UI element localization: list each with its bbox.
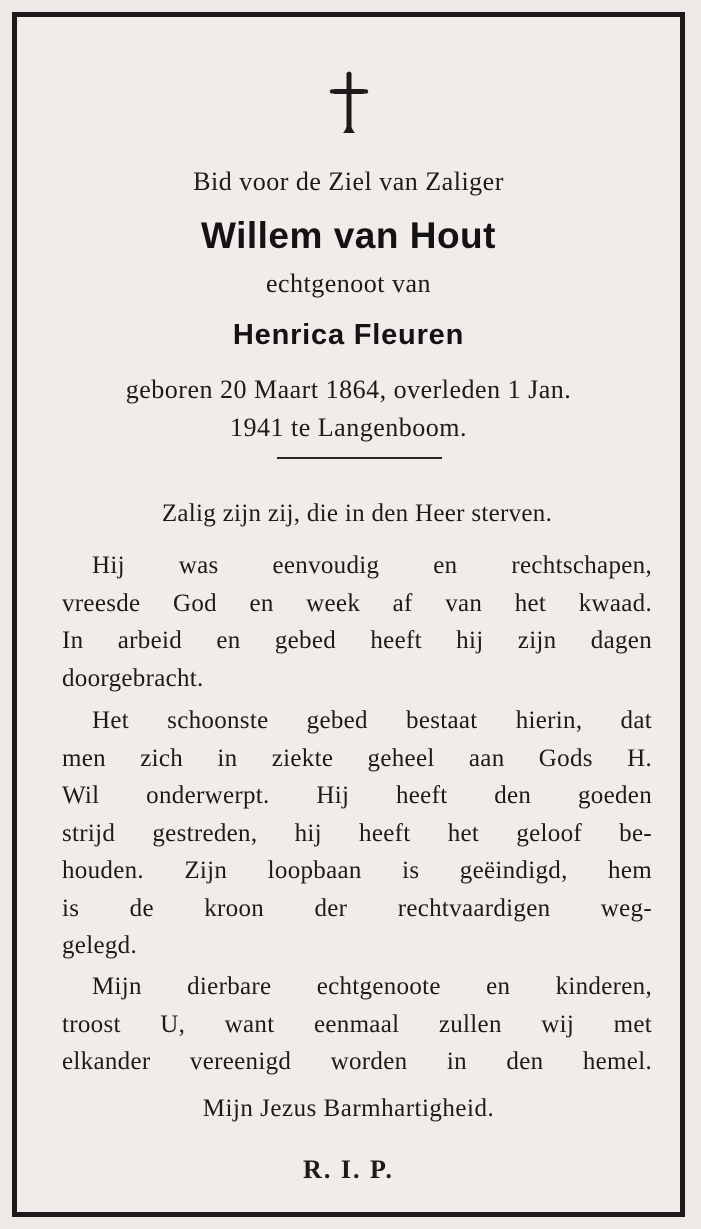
text-line: elkander vereenigd worden in den hemel. <box>62 1048 652 1075</box>
dates-line-2: 1941 te Langenboom. <box>230 413 467 442</box>
text-line: Het schoonste gebed bestaat hierin, dat <box>92 707 652 734</box>
text-line: houden. Zijn loopbaan is geëindigd, hem <box>62 857 652 884</box>
text-line: Zalig zijn zij, die in den Heer sterven. <box>161 500 553 527</box>
text-line: In arbeid en gebed heeft hij zijn dagen <box>62 627 652 654</box>
dates-line-1: geboren 20 Maart 1864, overleden 1 Jan. <box>125 375 572 404</box>
text-line: Wil onderwerpt. Hij heeft den goeden <box>62 782 652 809</box>
spouse-intro-text: echtgenoot van <box>265 269 432 298</box>
text-line: is de kroon der rechtvaardigen weg- <box>62 894 652 922</box>
spouse-name: Henrica Fleuren <box>232 319 465 351</box>
paragraph-2 <box>62 547 652 697</box>
text-line: Hij was eenvoudig en rechtschapen, <box>92 552 652 579</box>
text-line: men zich in ziekte geheel aan Gods H. <box>62 744 652 772</box>
text-line: doorgebracht. <box>62 664 204 692</box>
text-line: Mijn dierbare echtgenoote en kinderen, <box>92 973 652 1000</box>
cross-icon <box>329 71 369 135</box>
paragraph-4 <box>62 968 652 1081</box>
card-border <box>12 12 685 1217</box>
text-line: gelegd. <box>62 932 137 959</box>
text-line: strijd gestreden, hij heeft het geloof be- <box>62 819 652 847</box>
rip-text: R. I. P. <box>303 1155 394 1184</box>
text-line: vreesde God en week af van het kwaad. <box>62 589 652 617</box>
divider-line <box>277 457 442 459</box>
closing-prayer: Mijn Jezus Barmhartigheid. <box>202 1095 495 1122</box>
text-line: troost U, want eenmaal zullen wij met <box>62 1010 652 1038</box>
paragraph-1 <box>62 495 652 533</box>
paragraph-3 <box>62 702 652 965</box>
deceased-name: Willem van Hout <box>201 215 496 256</box>
intro-text: Bid voor de Ziel van Zaliger <box>193 167 504 196</box>
